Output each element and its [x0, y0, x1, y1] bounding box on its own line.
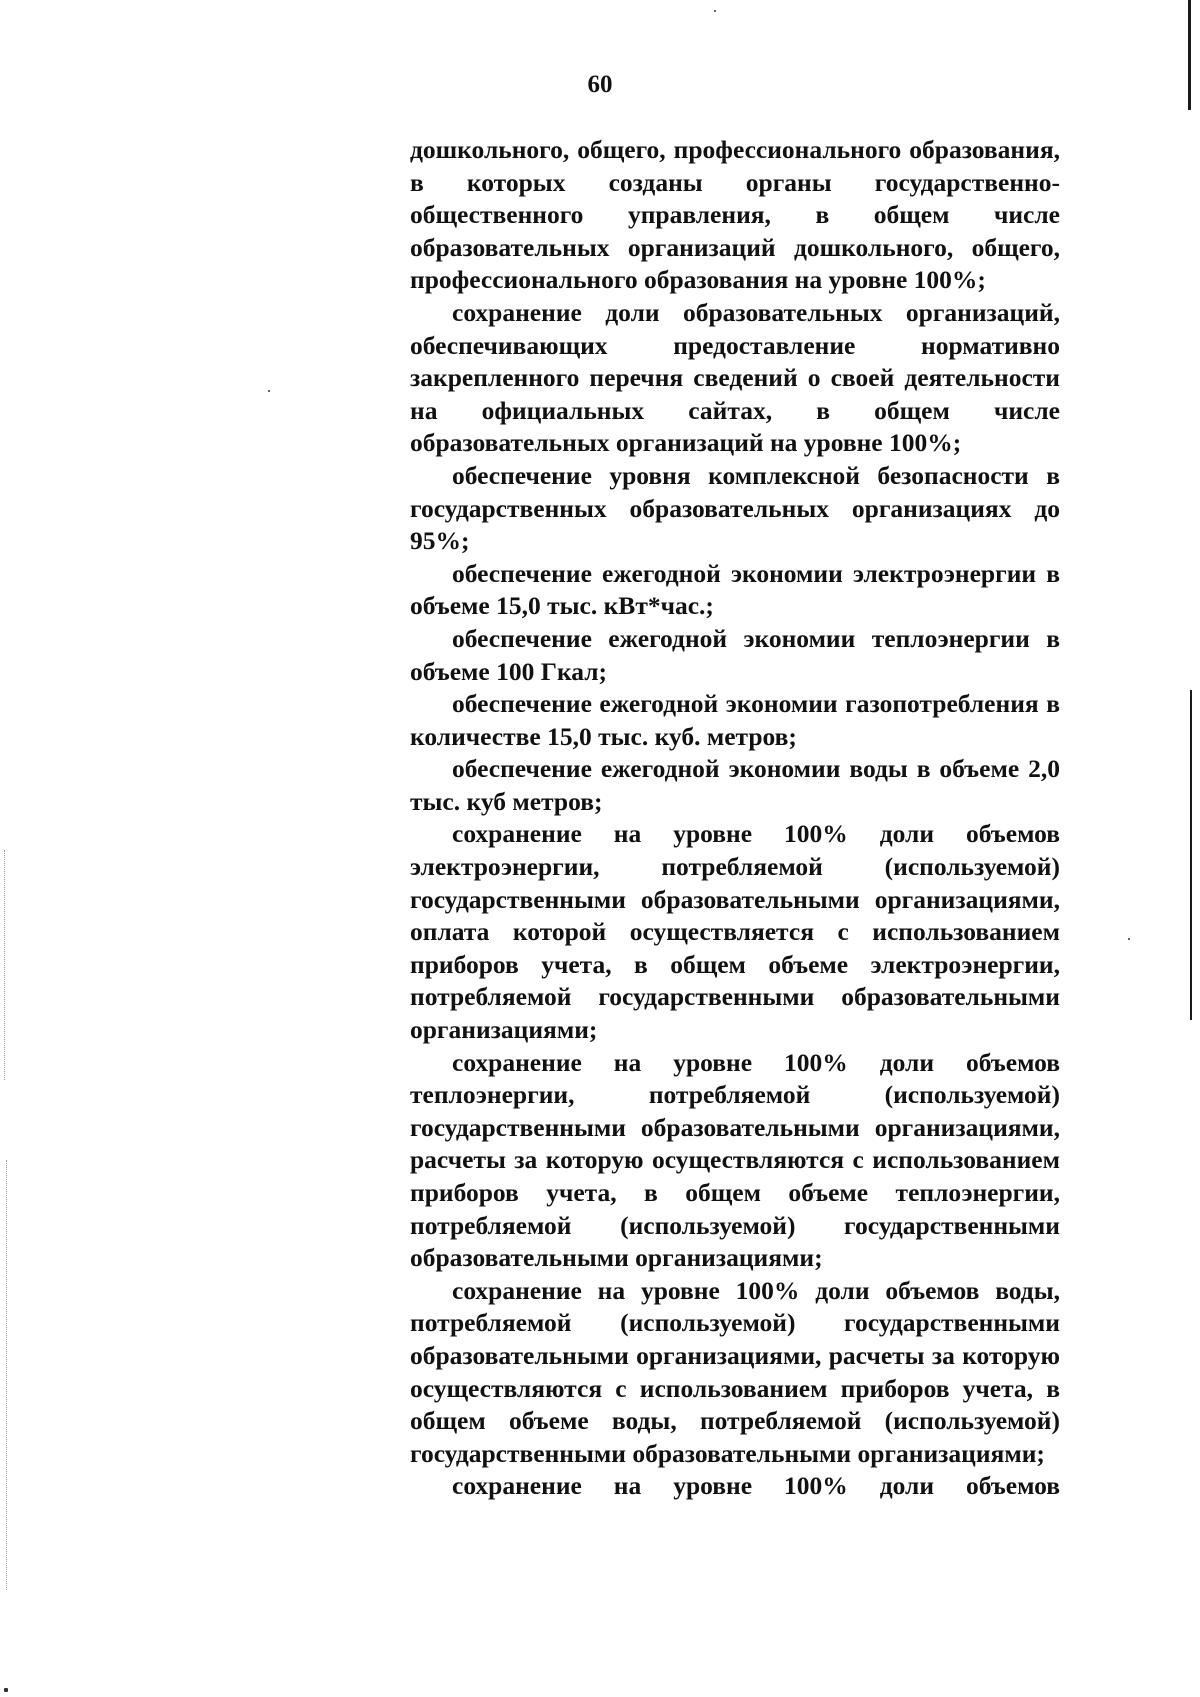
scan-speck: [714, 10, 716, 12]
paragraph-8: сохранение на уровне 100% доли объемов электроэнергии, потребляемой (используемой) государственными образовательными организациями, оплата которой осуществляется с использованием приборов учета, в общем объеме электроэнергии, потребляемой государственными образовательными организациями;: [410, 819, 1060, 1045]
right-scan-edge-middle: [1190, 690, 1192, 1020]
scan-speck: [268, 390, 270, 392]
left-scan-dots-lower: [6, 1160, 7, 1590]
scan-speck: [4, 1688, 8, 1692]
paragraph-11: сохранение на уровне 100% доли объемов: [452, 1471, 1060, 1501]
paragraph-4: обеспечение ежегодной экономии электроэнергии в объеме 15,0 тыс. кВт*час.;: [410, 558, 1060, 621]
paragraph-3: обеспечение уровня комплексной безопасности в государственных образовательных организациях до 95%;: [410, 460, 1060, 556]
scan-speck: [1128, 938, 1130, 940]
left-scan-dots-upper: [4, 850, 5, 1080]
paragraph-6: обеспечение ежегодной экономии газопотребления в количестве 15,0 тыс. куб. метров;: [410, 689, 1060, 751]
paragraph-2: сохранение доли образовательных организаций, обеспечивающих предоставление нормативно закрепленного перечня сведений о своей деятельности на официальных сайтах, в общем числе образовательных организаций на уровне 100%;: [410, 297, 1060, 458]
paragraph-10: сохранение на уровне 100% доли объемов воды, потребляемой (используемой) государственными образовательными организациями, расчеты за которую осуществляются с использованием приборов учета, в общем объеме воды, потребляемой (используемой) государственными образовательными организациями;: [410, 1275, 1060, 1468]
document-body: [410, 134, 1060, 1503]
paragraph-5: обеспечение ежегодной экономии теплоэнергии в объеме 100 Гкал;: [410, 623, 1060, 686]
paragraph-1: дошкольного, общего, профессионального образования, в которых созданы органы государственно-общественного управления, в общем числе образовательных организаций дошкольного, общего, профессионального образования на уровне 100%;: [410, 135, 1060, 295]
paragraph-7: обеспечение ежегодной экономии воды в объеме 2,0 тыс. куб метров;: [410, 754, 1060, 816]
right-scan-edge-top: [1188, 0, 1191, 110]
page-number: 60: [587, 71, 613, 98]
paragraph-9: сохранение на уровне 100% доли объемов теплоэнергии, потребляемой (используемой) государственными образовательными организациями, расчеты за которую осуществляются с использованием приборов учета, в общем объеме теплоэнергии, потребляемой (используемой) государственными образовательными организациями;: [410, 1047, 1060, 1273]
